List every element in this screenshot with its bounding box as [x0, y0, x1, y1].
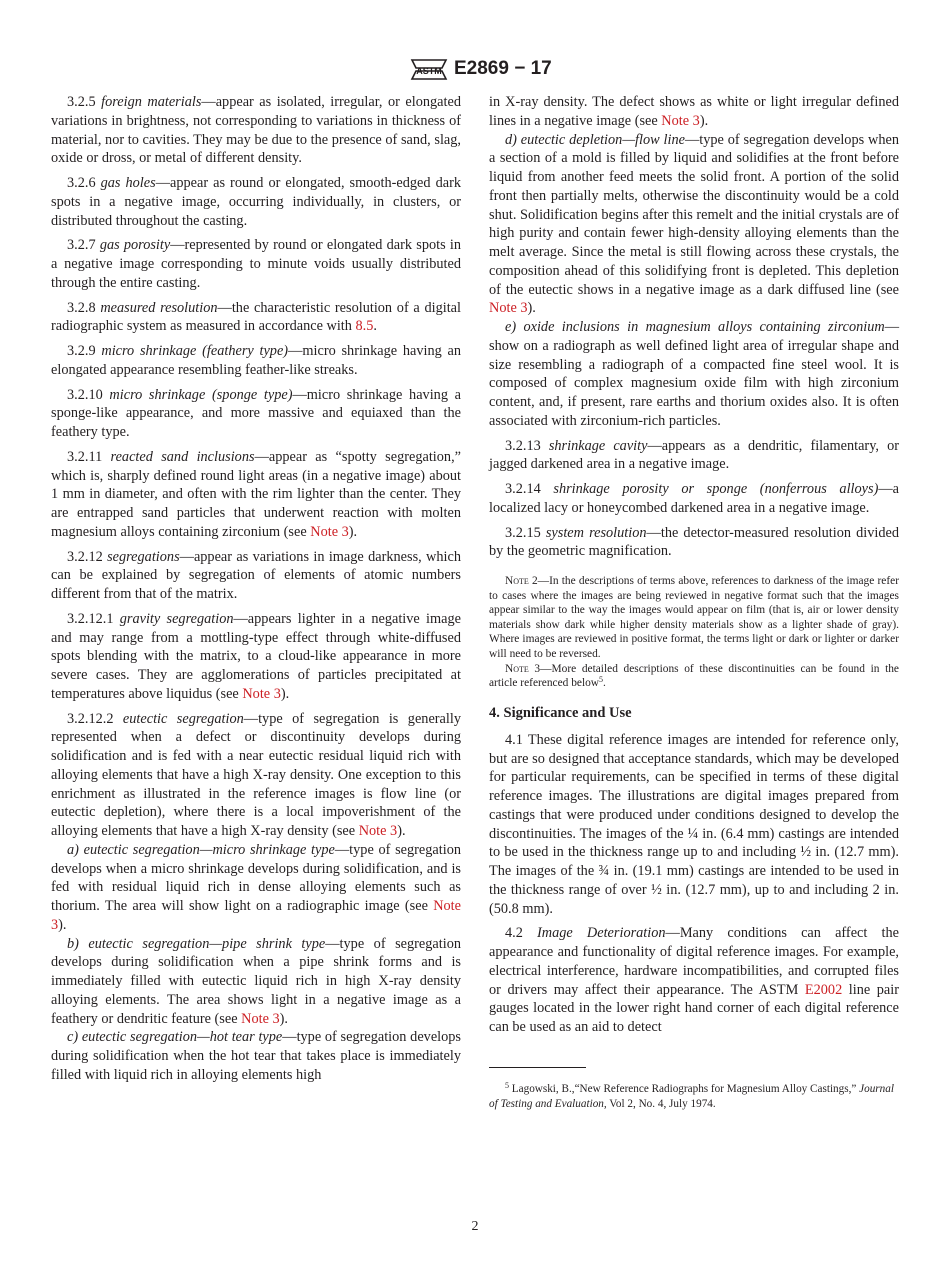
note-3-link[interactable]: Note 3: [358, 823, 398, 839]
definition-3-2-12-2: 3.2.12.2 eutectic segregation—type of segregation is generally represented when a defect or discontinuity develops during solidification and is fed with a near eutectic residual liquid rich with alloying elements that have a high X-ray density. One exception to this enrichment as illustrated in the reference images is flow line (or eutectic depletion), where there is a local impoverishment of the alloying elements that have a high X-ray density (see Note 3).: [51, 710, 461, 839]
definition-3-2-8: 3.2.8 measured resolution—the characteristic resolution of a digital radiographic system as measured in accordance with 8.5.: [51, 299, 461, 335]
note-3-link[interactable]: Note 3: [241, 1010, 280, 1027]
subtype-a: a) eutectic segregation—micro shrinkage type—type of segregation develops when a micro shrinkage develops during solidification, and is fed with residual liquid rich in dense alloying elements such as thorium. The area will show light on a radiographic image (see Note 3).: [51, 841, 461, 933]
svg-text:ASTM: ASTM: [416, 66, 442, 76]
definition-3-2-14: 3.2.14 shrinkage porosity or sponge (nonferrous alloys)—a localized lacy or honeycombed darkened area in a negative image.: [489, 481, 899, 516]
subtype-d: d) eutectic depletion—flow line—type of segregation develops when a section of a mold is filled by liquid and solidifies at the front before liquid from another feed meets the solid front. A portion of the solid front then partially melts, otherwise the discontinuity would be a cold shut. Solidification begins after this remelt and the initial crystals are of high purity and contain fewer high-density alloying elements than the melt average. Since the metal is still flowing across these crystals, the composition ahead of this solidifying front is depleted. This depletion of the eutectic shows in a negative image as a dark diffused line (see Note 3).: [489, 131, 900, 317]
section-4-title: 4. Significance and Use: [489, 704, 632, 721]
note-3-link[interactable]: Note 3: [489, 300, 528, 317]
definition-3-2-12-1: 3.2.12.1 gravity segregation—appears lighter in a negative image and may range from a mottling-type effect through white-diffused spots blending with the matrix, to a cloud-like appearance in more severe cases. They are agglomerations of particles precipitated at temperatures above liquidus (see Note 3).: [51, 610, 461, 702]
subtype-c-continued: in X-ray density. The defect shows as white or light irregular defined lines in a negative image (see Note 3).: [489, 94, 899, 129]
paragraph-4-1: 4.1 These digital reference images are intended for reference only, but are so designed that acceptance standards, which may be developed for particular requirements, can be specified in terms of these digital reference images. The illustrations are digital images prepared from castings that were produced under conditions designed to develop the discontinuities. The images of the ¼ in. (6.4 mm) castings are intended to be used in the thickness range up to and including ½ in. (12.7 mm). The images of the ¾ in. (19.1 mm) castings are intended to be used in the thickness range of over ½ in. (12.7 mm), up to and including 2 in. (50.8 mm).: [489, 731, 899, 917]
section-8-5-link[interactable]: 8.5: [355, 318, 374, 335]
note-3: Note 3—More detailed descriptions of these discontinuities can be found in the article referenced below$^5$.: [489, 662, 899, 690]
definition-3-2-10: 3.2.10 micro shrinkage (sponge type)—micro shrinkage having a sponge-like appearance, and more massive and equiaxed than the feathery type.: [51, 386, 461, 440]
definition-3-2-7: 3.2.7 gas porosity—represented by round or elongated dark spots in a negative image corresponding to minute voids usually distributed through the entire casting.: [51, 237, 461, 291]
definition-3-2-15: 3.2.15 system resolution—the detector-measured resolution divided by the geometric magnification.: [489, 524, 899, 560]
definition-3-2-11: 3.2.11 reacted sand inclusions—appear as “spotty segregation,” which is, sharply defined round light areas (in a negative image) about 1 mm in diameter, and often with the rim lighter than the center. They are entrapped sand particles that underwent reaction with molten magnesium alloys containing zirconium (see Note 3).: [51, 448, 461, 540]
note-3-link[interactable]: Note 3: [310, 523, 349, 540]
right-column: [489, 93, 899, 1118]
page-number: 2: [471, 1219, 479, 1234]
subtype-c: c) eutectic segregation—hot tear type—type of segregation develops during solidification when the hot tear that takes place is immediately filled with liquid rich in alloying elements high: [51, 1029, 461, 1083]
definition-3-2-9: 3.2.9 micro shrinkage (feathery type)—micro shrinkage having an elongated appearance resembling feather-like streaks.: [51, 343, 462, 378]
page-header: [0, 56, 950, 86]
subtype-e: e) oxide inclusions in magnesium alloys containing zirconium—show on a radiograph as well defined light area of irregular shape and size resembling a radiograph of a compacted fine steel wool. It is composed of complex magnesium oxide film with high zirconium content, and, if present, rare earths and thorium oxides also. It is often associated with zirconium-rich particles.: [489, 319, 899, 429]
note-2: Note 2—In the descriptions of terms above, references to darkness of the image refer to cases where the images are being reviewed in negative format such that the images appear similar to the way the images would appear on film (that is, air or lower density materials show dark while higher density materials show as a lighter shade of gray). Where images are reviewed in positive format, the terms light or dark or lighter or darker will need to be reversed.: [489, 575, 899, 660]
subtype-b: b) eutectic segregation—pipe shrink type—type of segregation develops during solidification when a pipe shrink forms and is immediately filled with eutectic liquid rich in high X-ray density alloying elements. The area shows light in a negative image as a feathery or dendritic feature (see Note 3).: [51, 935, 461, 1027]
definition-3-2-5: 3.2.5 foreign materials—appear as isolated, irregular, or elongated variations in brightness, not corresponding to variations in thickness of material, nor to cavities. They may be due to the presence of sand, slag, oxide or dross, or metal of different density.: [51, 94, 461, 167]
note-3-link[interactable]: Note 3: [51, 898, 461, 933]
paragraph-4-2: 4.2 Image Deterioration—Many conditions can affect the appearance and functionality of digital reference images. For example, electrical interference, hardware incompatibilities, and corrupted files or drivers may affect their appearance. The ASTM E2002 line pair gauges located in the lower right hand corner of each digital reference can be used as an aid to detect: [489, 925, 899, 1035]
document-designation: E2869 − 17: [454, 58, 552, 79]
footnote-divider: [489, 1067, 586, 1068]
definition-3-2-13: 3.2.13 shrinkage cavity—appears as a dendritic, filamentary, or jagged darkened area in a negative image.: [489, 437, 899, 473]
footnote-ref-5[interactable]: 5: [599, 675, 604, 685]
astm-logo-icon: [409, 57, 449, 83]
left-column: [51, 93, 461, 1085]
note-3-link[interactable]: Note 3: [661, 112, 700, 129]
definition-3-2-6: 3.2.6 gas holes—appear as round or elongated, smooth-edged dark spots in a negative image, occurring individually, in clusters, or distributed throughout the casting.: [51, 175, 461, 229]
footnote-5: $^5$ Lagowski, B.,“New Reference Radiographs for Magnesium Alloy Castings,” Journal of Testing and Evaluation, Vol 2, No. 4, July 1974.: [489, 1080, 894, 1110]
definition-3-2-12: 3.2.12 segregations—appear as variations in image darkness, which can be explained by segregation of elements of atomic numbers different from that of the matrix.: [51, 548, 461, 602]
e2002-link[interactable]: E2002: [804, 981, 843, 998]
note-3-link[interactable]: Note 3: [242, 685, 281, 702]
